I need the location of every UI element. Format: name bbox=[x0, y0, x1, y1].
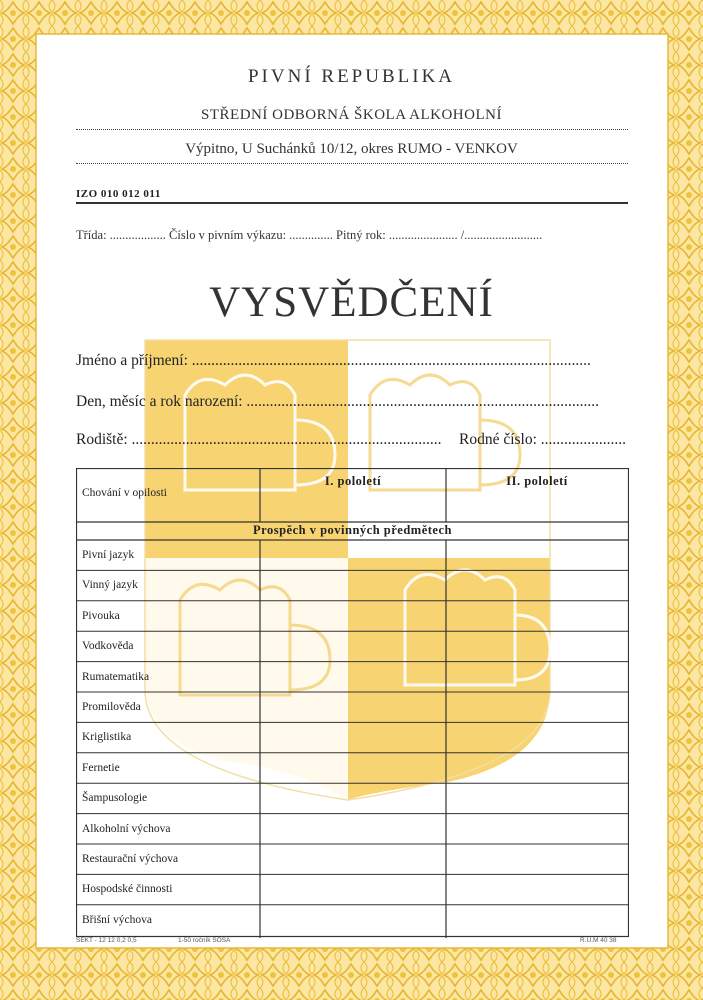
grades-table-grid bbox=[76, 468, 629, 938]
subject-row-label: Fernetie bbox=[82, 761, 120, 774]
subject-row-label: Pivouka bbox=[82, 609, 120, 622]
birthplace-field: Rodiště: ................................................................................ bbox=[76, 431, 442, 448]
footer-left: SEKT - 12 12 0,2 0,5 bbox=[76, 937, 137, 944]
dotted-divider bbox=[76, 163, 628, 164]
term2-header: II. pololetí bbox=[506, 474, 568, 488]
subject-row-label: Rumatematika bbox=[82, 670, 150, 683]
birthdate-field: Den, měsíc a rok narození: ........................................................................................... bbox=[76, 393, 600, 410]
subject-row-label: Alkoholní výchova bbox=[82, 822, 171, 835]
class-meta-line: Třída: .................. Číslo v pivním výkazu: .............. Pitný rok: ...................... /......................... bbox=[76, 228, 543, 242]
subject-row-label: Pivní jazyk bbox=[82, 549, 135, 561]
subject-row-label: Hospodské činnosti bbox=[82, 883, 173, 896]
footer-right: R.U.M 40 38 bbox=[580, 937, 617, 944]
dotted-divider bbox=[76, 129, 628, 130]
subject-row-label: Šampusologie bbox=[82, 792, 148, 805]
subject-row-label: Restaurační výchova bbox=[82, 853, 179, 865]
republic-title: PIVNÍ REPUBLIKA bbox=[247, 66, 456, 87]
footer-middle: 1-50 ročník SOŠA bbox=[178, 937, 231, 944]
document-title: VYSVĚDČENÍ bbox=[209, 279, 494, 326]
subject-row-label: Vinný jazyk bbox=[82, 579, 138, 592]
izo-code: IZO 010 012 011 bbox=[76, 188, 161, 200]
subject-row-label: Břišní výchova bbox=[82, 913, 152, 926]
subject-row-label: Kriglistika bbox=[82, 731, 132, 744]
name-field: Jméno a příjmení: ....................................................................................................... bbox=[76, 352, 591, 369]
subjects-heading: Prospěch v povinných předmětech bbox=[253, 523, 452, 537]
term1-header: I. pololetí bbox=[324, 474, 382, 488]
subject-row-label: Vodkověda bbox=[82, 640, 134, 653]
school-name: STŘEDNÍ ODBORNÁ ŠKOLA ALKOHOLNÍ bbox=[201, 107, 502, 123]
behavior-label: Chování v opilosti bbox=[82, 487, 167, 499]
subject-row-label: Promilověda bbox=[82, 701, 141, 713]
izo-divider bbox=[76, 202, 628, 204]
birth-number-field: Rodné číslo: ...................... bbox=[459, 431, 627, 448]
school-address: Výpitno, U Suchánků 10/12, okres RUMO - VENKOV bbox=[185, 141, 518, 157]
